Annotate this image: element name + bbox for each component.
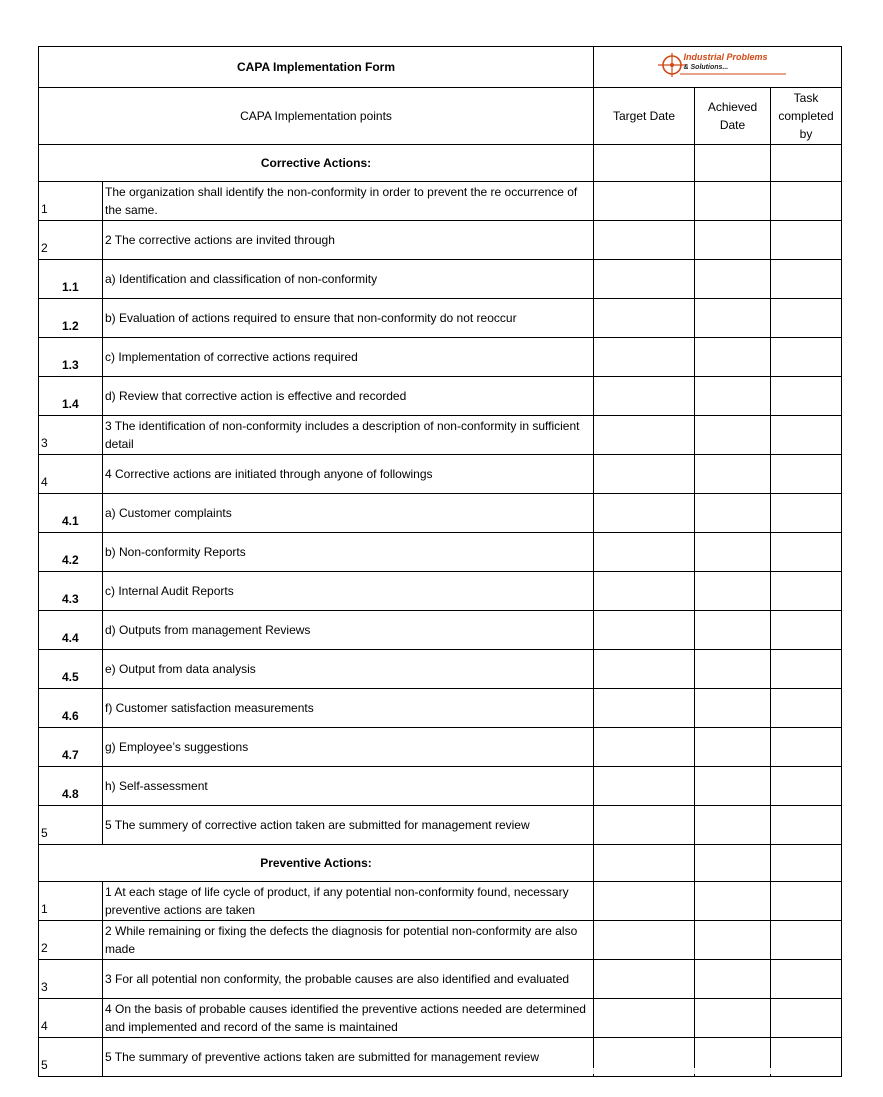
row-description: a) Identification and classification of non-conformity <box>103 260 594 299</box>
task-completed-cell[interactable] <box>771 455 842 494</box>
row-number: 5 <box>39 806 103 845</box>
achieved-date-cell[interactable] <box>695 845 771 882</box>
achieved-date-cell[interactable] <box>695 728 771 767</box>
header-row <box>39 88 842 145</box>
row-number: 4.2 <box>39 533 103 572</box>
task-completed-cell[interactable] <box>771 260 842 299</box>
row-number: 4.1 <box>39 494 103 533</box>
task-completed-cell[interactable] <box>771 999 842 1038</box>
row-description: b) Evaluation of actions required to ensure that non-conformity do not reoccur <box>103 299 594 338</box>
target-date-cell[interactable] <box>594 882 695 921</box>
table-row <box>39 650 842 689</box>
row-description: d) Outputs from management Reviews <box>103 611 594 650</box>
task-completed-cell[interactable] <box>771 960 842 999</box>
achieved-date-cell[interactable] <box>695 377 771 416</box>
row-number: 1.2 <box>39 299 103 338</box>
achieved-date-cell[interactable] <box>695 299 771 338</box>
table-row <box>39 806 842 845</box>
task-completed-cell[interactable] <box>771 182 842 221</box>
task-completed-cell[interactable] <box>771 572 842 611</box>
target-date-cell[interactable] <box>594 960 695 999</box>
target-date-cell[interactable] <box>594 728 695 767</box>
table-row <box>39 960 842 999</box>
table-row <box>39 416 842 455</box>
achieved-date-cell[interactable] <box>695 494 771 533</box>
header-task-text: Task completed by <box>778 91 834 141</box>
corrective-section-row <box>39 145 842 182</box>
task-completed-cell[interactable] <box>771 806 842 845</box>
row-number: 5 <box>39 1038 103 1077</box>
achieved-date-cell[interactable] <box>695 572 771 611</box>
target-date-cell[interactable] <box>594 611 695 650</box>
faint-mark <box>694 1068 695 1074</box>
row-number: 4.4 <box>39 611 103 650</box>
target-date-cell[interactable] <box>594 455 695 494</box>
target-date-cell[interactable] <box>594 1038 695 1077</box>
target-date-cell[interactable] <box>594 533 695 572</box>
task-completed-cell[interactable] <box>771 611 842 650</box>
header-task-completed <box>771 88 842 145</box>
row-number: 1 <box>39 182 103 221</box>
achieved-date-cell[interactable] <box>695 960 771 999</box>
row-description: d) Review that corrective action is effective and recorded <box>103 377 594 416</box>
task-completed-cell[interactable] <box>771 377 842 416</box>
target-date-cell[interactable] <box>594 416 695 455</box>
capa-form-table <box>38 46 842 1077</box>
table-row <box>39 999 842 1038</box>
table-row <box>39 299 842 338</box>
title-row <box>39 47 842 88</box>
faint-mark <box>593 1068 594 1074</box>
row-description: 3 The identification of non-conformity includes a description of non-conformity in sufficient detail <box>103 416 594 455</box>
row-description: 5 The summary of preventive actions taken are submitted for management review <box>103 1038 594 1077</box>
logo-underline <box>656 52 788 78</box>
achieved-date-cell[interactable] <box>695 689 771 728</box>
achieved-date-cell[interactable] <box>695 921 771 960</box>
table-row <box>39 455 842 494</box>
task-completed-cell[interactable] <box>771 767 842 806</box>
target-date-cell[interactable] <box>594 921 695 960</box>
target-date-cell[interactable] <box>594 806 695 845</box>
target-date-cell[interactable] <box>594 650 695 689</box>
task-completed-cell[interactable] <box>771 845 842 882</box>
target-date-cell[interactable] <box>594 299 695 338</box>
corrective-section-title: Corrective Actions: <box>39 145 594 182</box>
logo-line-1: Industrial Problems <box>683 51 768 62</box>
preventive-section-row <box>39 845 842 882</box>
achieved-date-cell[interactable] <box>695 221 771 260</box>
target-date-cell[interactable] <box>594 572 695 611</box>
row-description: g) Employee’s suggestions <box>103 728 594 767</box>
row-number: 1.1 <box>39 260 103 299</box>
achieved-date-cell[interactable] <box>695 260 771 299</box>
row-number: 4.7 <box>39 728 103 767</box>
target-date-cell[interactable] <box>594 494 695 533</box>
achieved-date-cell[interactable] <box>695 882 771 921</box>
row-description: b) Non-conformity Reports <box>103 533 594 572</box>
target-date-cell[interactable] <box>594 689 695 728</box>
row-number: 4 <box>39 455 103 494</box>
header-achieved-text: Achieved Date <box>707 100 758 132</box>
target-date-cell[interactable] <box>594 182 695 221</box>
row-number: 4.5 <box>39 650 103 689</box>
target-date-cell[interactable] <box>594 338 695 377</box>
row-number: 1.3 <box>39 338 103 377</box>
table-row <box>39 572 842 611</box>
target-date-cell[interactable] <box>594 999 695 1038</box>
row-description: 3 For all potential non conformity, the probable causes are also identified and evaluated <box>103 960 594 999</box>
target-date-cell[interactable] <box>594 260 695 299</box>
header-achieved-date <box>695 88 771 145</box>
task-completed-cell[interactable] <box>771 494 842 533</box>
row-number: 4.8 <box>39 767 103 806</box>
table-row <box>39 377 842 416</box>
row-description: a) Customer complaints <box>103 494 594 533</box>
table-row <box>39 882 842 921</box>
row-description: h) Self-assessment <box>103 767 594 806</box>
task-completed-cell[interactable] <box>771 921 842 960</box>
task-completed-cell[interactable] <box>771 1038 842 1077</box>
row-number: 1.4 <box>39 377 103 416</box>
table-row <box>39 767 842 806</box>
table-row <box>39 689 842 728</box>
target-date-cell[interactable] <box>594 377 695 416</box>
task-completed-cell[interactable] <box>771 299 842 338</box>
task-completed-cell[interactable] <box>771 689 842 728</box>
form-title: CAPA Implementation Form <box>39 47 594 88</box>
target-date-cell[interactable] <box>594 845 695 882</box>
row-description: 2 The corrective actions are invited through <box>103 221 594 260</box>
row-description: 2 While remaining or fixing the defects the diagnosis for potential non-conformity are also made <box>103 921 594 960</box>
row-description: 4 On the basis of probable causes identified the preventive actions needed are determined and implemented and record of the same is maintained <box>103 999 594 1038</box>
achieved-date-cell[interactable] <box>695 611 771 650</box>
task-completed-cell[interactable] <box>771 145 842 182</box>
achieved-date-cell[interactable] <box>695 182 771 221</box>
target-date-cell[interactable] <box>594 221 695 260</box>
achieved-date-cell[interactable] <box>695 1038 771 1077</box>
task-completed-cell[interactable] <box>771 533 842 572</box>
row-number: 4 <box>39 999 103 1038</box>
header-points: CAPA Implementation points <box>39 88 594 145</box>
logo-cell <box>594 47 842 88</box>
company-logo <box>656 52 788 78</box>
table-row <box>39 338 842 377</box>
row-description: 4 Corrective actions are initiated through anyone of followings <box>103 455 594 494</box>
achieved-date-cell[interactable] <box>695 455 771 494</box>
table-row <box>39 182 842 221</box>
achieved-date-cell[interactable] <box>695 767 771 806</box>
row-description: e) Output from data analysis <box>103 650 594 689</box>
row-number: 4.6 <box>39 689 103 728</box>
row-number: 3 <box>39 960 103 999</box>
row-description: 5 The summery of corrective action taken are submitted for management review <box>103 806 594 845</box>
target-date-cell[interactable] <box>594 145 695 182</box>
row-description: c) Internal Audit Reports <box>103 572 594 611</box>
row-description: The organization shall identify the non-conformity in order to prevent the re occurrence of the same. <box>103 182 594 221</box>
preventive-section-title: Preventive Actions: <box>39 845 594 882</box>
table-row <box>39 260 842 299</box>
table-row <box>39 921 842 960</box>
task-completed-cell[interactable] <box>771 728 842 767</box>
faint-mark <box>770 1068 771 1074</box>
row-number: 4.3 <box>39 572 103 611</box>
target-date-cell[interactable] <box>594 767 695 806</box>
table-row <box>39 728 842 767</box>
achieved-date-cell[interactable] <box>695 145 771 182</box>
row-number: 1 <box>39 882 103 921</box>
task-completed-cell[interactable] <box>771 221 842 260</box>
achieved-date-cell[interactable] <box>695 806 771 845</box>
task-completed-cell[interactable] <box>771 338 842 377</box>
achieved-date-cell[interactable] <box>695 338 771 377</box>
table-row <box>39 221 842 260</box>
table-row <box>39 1038 842 1077</box>
table-row <box>39 611 842 650</box>
row-description: c) Implementation of corrective actions required <box>103 338 594 377</box>
achieved-date-cell[interactable] <box>695 650 771 689</box>
achieved-date-cell[interactable] <box>695 416 771 455</box>
logo-line-2: & Solutions... <box>683 63 729 71</box>
achieved-date-cell[interactable] <box>695 999 771 1038</box>
table-row <box>39 533 842 572</box>
row-number: 2 <box>39 221 103 260</box>
row-description: 1 At each stage of life cycle of product, if any potential non-conformity found, necessary preventive actions are taken <box>103 882 594 921</box>
row-description: f) Customer satisfaction measurements <box>103 689 594 728</box>
row-number: 3 <box>39 416 103 455</box>
achieved-date-cell[interactable] <box>695 533 771 572</box>
header-target-date: Target Date <box>594 88 695 145</box>
task-completed-cell[interactable] <box>771 650 842 689</box>
row-number: 2 <box>39 921 103 960</box>
task-completed-cell[interactable] <box>771 416 842 455</box>
task-completed-cell[interactable] <box>771 882 842 921</box>
table-row <box>39 494 842 533</box>
